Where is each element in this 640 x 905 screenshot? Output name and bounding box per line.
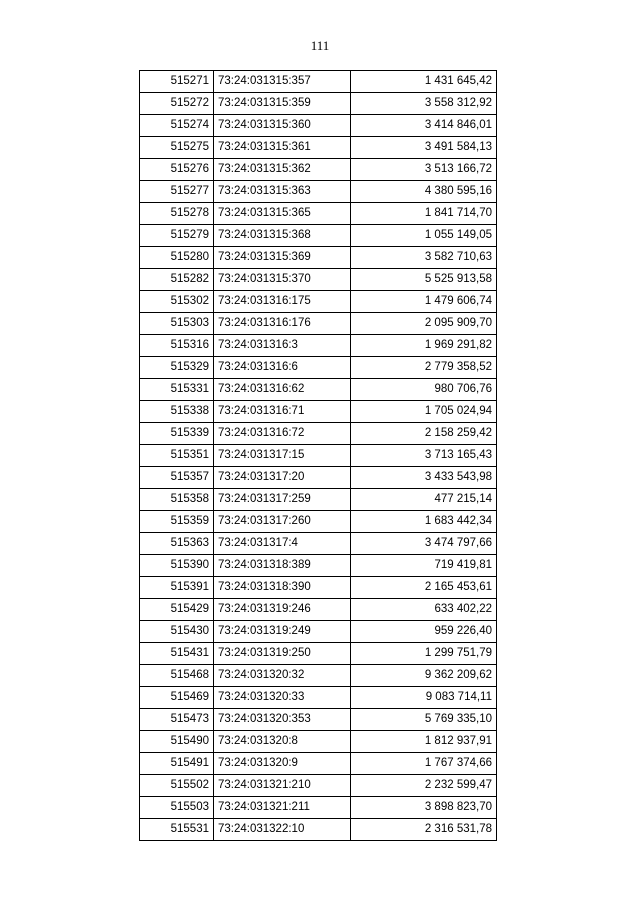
- cadastral-number-cell: 73:24:031316:6: [214, 357, 351, 379]
- table-row: [140, 621, 497, 643]
- cadastral-number-cell: 73:24:031318:390: [214, 577, 351, 599]
- table-row: [140, 225, 497, 247]
- cadastral-number-cell: 73:24:031320:353: [214, 709, 351, 731]
- cadastral-value-cell: 5 769 335,10: [351, 709, 497, 731]
- row-id-cell: 515272: [140, 93, 214, 115]
- table-row: [140, 445, 497, 467]
- cadastral-number-cell: 73:24:031320:32: [214, 665, 351, 687]
- row-id-cell: 515357: [140, 467, 214, 489]
- cadastral-number-cell: 73:24:031321:210: [214, 775, 351, 797]
- cadastral-value-cell: 5 525 913,58: [351, 269, 497, 291]
- cadastral-number-cell: 73:24:031316:71: [214, 401, 351, 423]
- table-row: [140, 709, 497, 731]
- cadastral-value-cell: 4 380 595,16: [351, 181, 497, 203]
- cadastral-number-cell: 73:24:031315:361: [214, 137, 351, 159]
- cadastral-value-cell: 1 841 714,70: [351, 203, 497, 225]
- cadastral-number-cell: 73:24:031318:389: [214, 555, 351, 577]
- cadastral-value-cell: 2 158 259,42: [351, 423, 497, 445]
- table-row: [140, 489, 497, 511]
- cadastral-value-cell: 719 419,81: [351, 555, 497, 577]
- cadastral-value-cell: 1 683 442,34: [351, 511, 497, 533]
- row-id-cell: 515430: [140, 621, 214, 643]
- table-row: [140, 643, 497, 665]
- cadastral-number-cell: 73:24:031315:357: [214, 71, 351, 93]
- cadastral-value-cell: 1 969 291,82: [351, 335, 497, 357]
- table-row: [140, 731, 497, 753]
- table-row: [140, 313, 497, 335]
- cadastral-value-cell: 633 402,22: [351, 599, 497, 621]
- table-body: [140, 71, 497, 841]
- cadastral-value-cell: 477 215,14: [351, 489, 497, 511]
- cadastral-number-cell: 73:24:031315:368: [214, 225, 351, 247]
- cadastral-value-cell: 3 491 584,13: [351, 137, 497, 159]
- cadastral-number-cell: 73:24:031320:8: [214, 731, 351, 753]
- row-id-cell: 515390: [140, 555, 214, 577]
- table-row: [140, 423, 497, 445]
- row-id-cell: 515271: [140, 71, 214, 93]
- cadastral-value-cell: 9 083 714,11: [351, 687, 497, 709]
- table-row: [140, 115, 497, 137]
- row-id-cell: 515490: [140, 731, 214, 753]
- table-row: [140, 577, 497, 599]
- table-row: [140, 511, 497, 533]
- row-id-cell: 515331: [140, 379, 214, 401]
- table-row: [140, 137, 497, 159]
- cadastral-value-cell: 980 706,76: [351, 379, 497, 401]
- cadastral-value-cell: 3 474 797,66: [351, 533, 497, 555]
- cadastral-number-cell: 73:24:031316:176: [214, 313, 351, 335]
- cadastral-number-cell: 73:24:031319:250: [214, 643, 351, 665]
- table-row: [140, 775, 497, 797]
- cadastral-value-table: [139, 70, 497, 841]
- row-id-cell: 515302: [140, 291, 214, 313]
- table-row: [140, 159, 497, 181]
- row-id-cell: 515276: [140, 159, 214, 181]
- row-id-cell: 515277: [140, 181, 214, 203]
- cadastral-value-cell: 2 165 453,61: [351, 577, 497, 599]
- row-id-cell: 515429: [140, 599, 214, 621]
- row-id-cell: 515275: [140, 137, 214, 159]
- cadastral-number-cell: 73:24:031320:9: [214, 753, 351, 775]
- row-id-cell: 515274: [140, 115, 214, 137]
- cadastral-number-cell: 73:24:031316:72: [214, 423, 351, 445]
- table-row: [140, 555, 497, 577]
- cadastral-value-cell: 1 767 374,66: [351, 753, 497, 775]
- cadastral-number-cell: 73:24:031317:259: [214, 489, 351, 511]
- row-id-cell: 515338: [140, 401, 214, 423]
- row-id-cell: 515278: [140, 203, 214, 225]
- cadastral-number-cell: 73:24:031316:175: [214, 291, 351, 313]
- row-id-cell: 515503: [140, 797, 214, 819]
- table-row: [140, 797, 497, 819]
- table-row: [140, 687, 497, 709]
- cadastral-number-cell: 73:24:031316:3: [214, 335, 351, 357]
- page-number: 111: [310, 38, 330, 53]
- cadastral-number-cell: 73:24:031317:260: [214, 511, 351, 533]
- table-row: [140, 357, 497, 379]
- row-id-cell: 515531: [140, 819, 214, 841]
- cadastral-value-cell: 1 705 024,94: [351, 401, 497, 423]
- cadastral-value-cell: 1 055 149,05: [351, 225, 497, 247]
- cadastral-number-cell: 73:24:031319:249: [214, 621, 351, 643]
- cadastral-value-cell: 3 513 166,72: [351, 159, 497, 181]
- table-row: [140, 247, 497, 269]
- table-row: [140, 335, 497, 357]
- cadastral-number-cell: 73:24:031319:246: [214, 599, 351, 621]
- table-row: [140, 269, 497, 291]
- row-id-cell: 515282: [140, 269, 214, 291]
- table-row: [140, 665, 497, 687]
- cadastral-value-cell: 3 433 543,98: [351, 467, 497, 489]
- row-id-cell: 515491: [140, 753, 214, 775]
- cadastral-value-cell: 2 095 909,70: [351, 313, 497, 335]
- cadastral-number-cell: 73:24:031315:365: [214, 203, 351, 225]
- row-id-cell: 515359: [140, 511, 214, 533]
- cadastral-value-cell: 3 414 846,01: [351, 115, 497, 137]
- row-id-cell: 515363: [140, 533, 214, 555]
- cadastral-number-cell: 73:24:031317:4: [214, 533, 351, 555]
- cadastral-number-cell: 73:24:031320:33: [214, 687, 351, 709]
- cadastral-value-cell: 2 232 599,47: [351, 775, 497, 797]
- cadastral-number-cell: 73:24:031317:20: [214, 467, 351, 489]
- row-id-cell: 515339: [140, 423, 214, 445]
- row-id-cell: 515473: [140, 709, 214, 731]
- cadastral-number-cell: 73:24:031317:15: [214, 445, 351, 467]
- cadastral-number-cell: 73:24:031322:10: [214, 819, 351, 841]
- cadastral-number-cell: 73:24:031315:362: [214, 159, 351, 181]
- table-row: [140, 379, 497, 401]
- row-id-cell: 515502: [140, 775, 214, 797]
- cadastral-value-cell: 9 362 209,62: [351, 665, 497, 687]
- table-row: [140, 819, 497, 841]
- table-row: [140, 599, 497, 621]
- cadastral-value-cell: 3 582 710,63: [351, 247, 497, 269]
- row-id-cell: 515279: [140, 225, 214, 247]
- table-row: [140, 93, 497, 115]
- cadastral-number-cell: 73:24:031321:211: [214, 797, 351, 819]
- cadastral-number-cell: 73:24:031315:363: [214, 181, 351, 203]
- table-row: [140, 203, 497, 225]
- table-row: [140, 291, 497, 313]
- row-id-cell: 515468: [140, 665, 214, 687]
- table-row: [140, 753, 497, 775]
- cadastral-value-cell: 3 558 312,92: [351, 93, 497, 115]
- cadastral-number-cell: 73:24:031316:62: [214, 379, 351, 401]
- row-id-cell: 515358: [140, 489, 214, 511]
- row-id-cell: 515303: [140, 313, 214, 335]
- row-id-cell: 515469: [140, 687, 214, 709]
- cadastral-value-cell: 959 226,40: [351, 621, 497, 643]
- cadastral-value-cell: 2 779 358,52: [351, 357, 497, 379]
- table-row: [140, 533, 497, 555]
- cadastral-value-cell: 1 299 751,79: [351, 643, 497, 665]
- cadastral-number-cell: 73:24:031315:369: [214, 247, 351, 269]
- table-row: [140, 71, 497, 93]
- cadastral-value-cell: 3 713 165,43: [351, 445, 497, 467]
- cadastral-number-cell: 73:24:031315:370: [214, 269, 351, 291]
- row-id-cell: 515391: [140, 577, 214, 599]
- cadastral-value-cell: 3 898 823,70: [351, 797, 497, 819]
- row-id-cell: 515329: [140, 357, 214, 379]
- cadastral-value-cell: 1 812 937,91: [351, 731, 497, 753]
- row-id-cell: 515351: [140, 445, 214, 467]
- cadastral-value-cell: 2 316 531,78: [351, 819, 497, 841]
- row-id-cell: 515431: [140, 643, 214, 665]
- row-id-cell: 515316: [140, 335, 214, 357]
- cadastral-number-cell: 73:24:031315:359: [214, 93, 351, 115]
- table-row: [140, 401, 497, 423]
- cadastral-value-cell: 1 479 606,74: [351, 291, 497, 313]
- table-row: [140, 181, 497, 203]
- cadastral-value-cell: 1 431 645,42: [351, 71, 497, 93]
- table-row: [140, 467, 497, 489]
- cadastral-number-cell: 73:24:031315:360: [214, 115, 351, 137]
- row-id-cell: 515280: [140, 247, 214, 269]
